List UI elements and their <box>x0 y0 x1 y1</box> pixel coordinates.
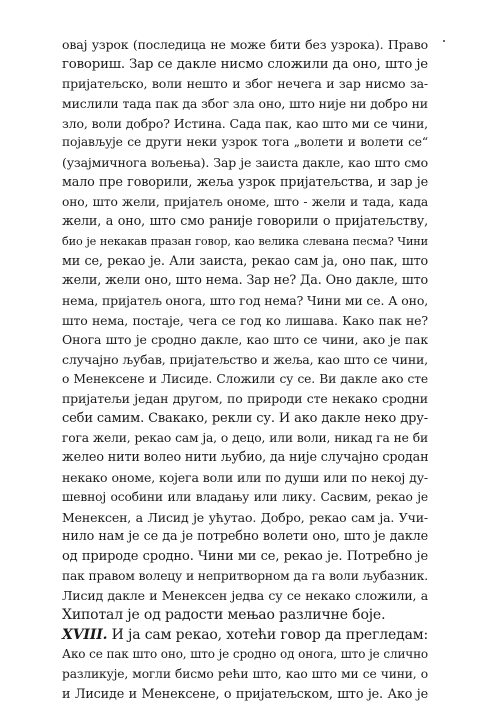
text-line: овај узрок (последица не може бити без узрока). Право <box>62 37 428 52</box>
text-line: и Лисиде и Менексене, о пријатељском, што је. Ако је <box>62 686 428 702</box>
text-line: говориш. Зар се дакле нисмо сложили да оно, што је <box>62 56 428 72</box>
text-line: ми се, рекао је. Али заиста, рекао сам ја, оно пак, што <box>62 253 428 269</box>
text-line: нило нам је се да је потребно волети оно, што је дакле <box>62 529 428 545</box>
text-line: Лисид дакле и Менексен једва су се некако сложили, а <box>62 588 428 604</box>
section-number: XVIII. <box>62 626 108 643</box>
text-line: Ако се пак што оно, што је сродно од онога, што је слично <box>62 647 428 662</box>
text-line: разликује, могли бисмо рећи што, као што ми се чини, о <box>62 667 428 681</box>
text-line: од природе сродно. Чини ми се, рекао је. Потребно је <box>62 548 428 564</box>
text-line: шевној особини или владању или лику. Сасвим, рекао је <box>62 489 428 504</box>
text-line: некако ономе, којега воли или по души или по некој ду- <box>62 470 428 486</box>
text-line: нема, пријатељ онога, што год нема? Чини ми се. А оно, <box>62 292 429 308</box>
text-line: Онога што је сродно дакле, као што се чини, ако је пак <box>62 332 428 348</box>
page-text <box>62 35 428 704</box>
text-line: пријатељи један другом, по природи сте некако сродни <box>62 391 428 407</box>
section-heading-line <box>62 626 428 646</box>
text-line: желео нити волео нити љубио, да није случајно сродан <box>62 450 429 466</box>
text-line-segment: И ја сам рекао, хотећи говор да прегледам: <box>111 626 429 643</box>
text-line: жели, а оно, што смо раније говорили о пријатељству, <box>62 214 428 230</box>
paragraph-2 <box>62 626 428 704</box>
text-line: Менексен, а Лисид је ућутао. Добро, рекао сам ја. Учи- <box>62 509 428 525</box>
text-line: оно, што жели, пријатељ ономе, што - жели и тада, када <box>62 194 428 209</box>
text-line: појављује се други неки узрок тога „волети и волети се“ <box>62 135 428 150</box>
paragraph-1 <box>62 35 428 626</box>
text-line: себи самим. Свакако, рекли су. И ако дакле неко дру- <box>62 411 428 427</box>
text-line: гога жели, рекао сам ја, о децо, или воли, никад га не би <box>62 430 428 445</box>
text-line: пак правом волецу и непритворном да га воли љубазник. <box>62 568 428 583</box>
text-line: жели, жели оно, што нема. Зар не? Да. Оно дакле, што <box>62 273 428 289</box>
ink-speck <box>443 40 445 42</box>
text-line: пријатељско, воли нешто и због нечега и зар нисмо за- <box>62 76 428 92</box>
text-line: био је некакав празан говор, као велика слевана песма? Чини <box>62 234 428 248</box>
text-line: (узајмичнога вољења). Зар је заиста дакле, као што смо <box>62 155 428 171</box>
text-line: мало пре говорили, жеља узрок пријатељства, и зар је <box>62 174 428 190</box>
text-line: случајно љубав, пријатељство и жеља, као што се чини, <box>62 352 428 367</box>
text-line: што нема, постаје, чега се год ко лишава. Како пак не? <box>62 312 428 328</box>
text-line: Хипотал је од радости мењао различне боје. <box>62 606 386 623</box>
text-line: зло, воли добро? Истина. Сада пак, као што ми се чини, <box>62 115 428 131</box>
text-line: мислили тада пак да због зла оно, што није ни добро ни <box>62 96 428 112</box>
text-line: о Менексене и Лисиде. Сложили су се. Ви дакле ако сте <box>62 371 428 386</box>
